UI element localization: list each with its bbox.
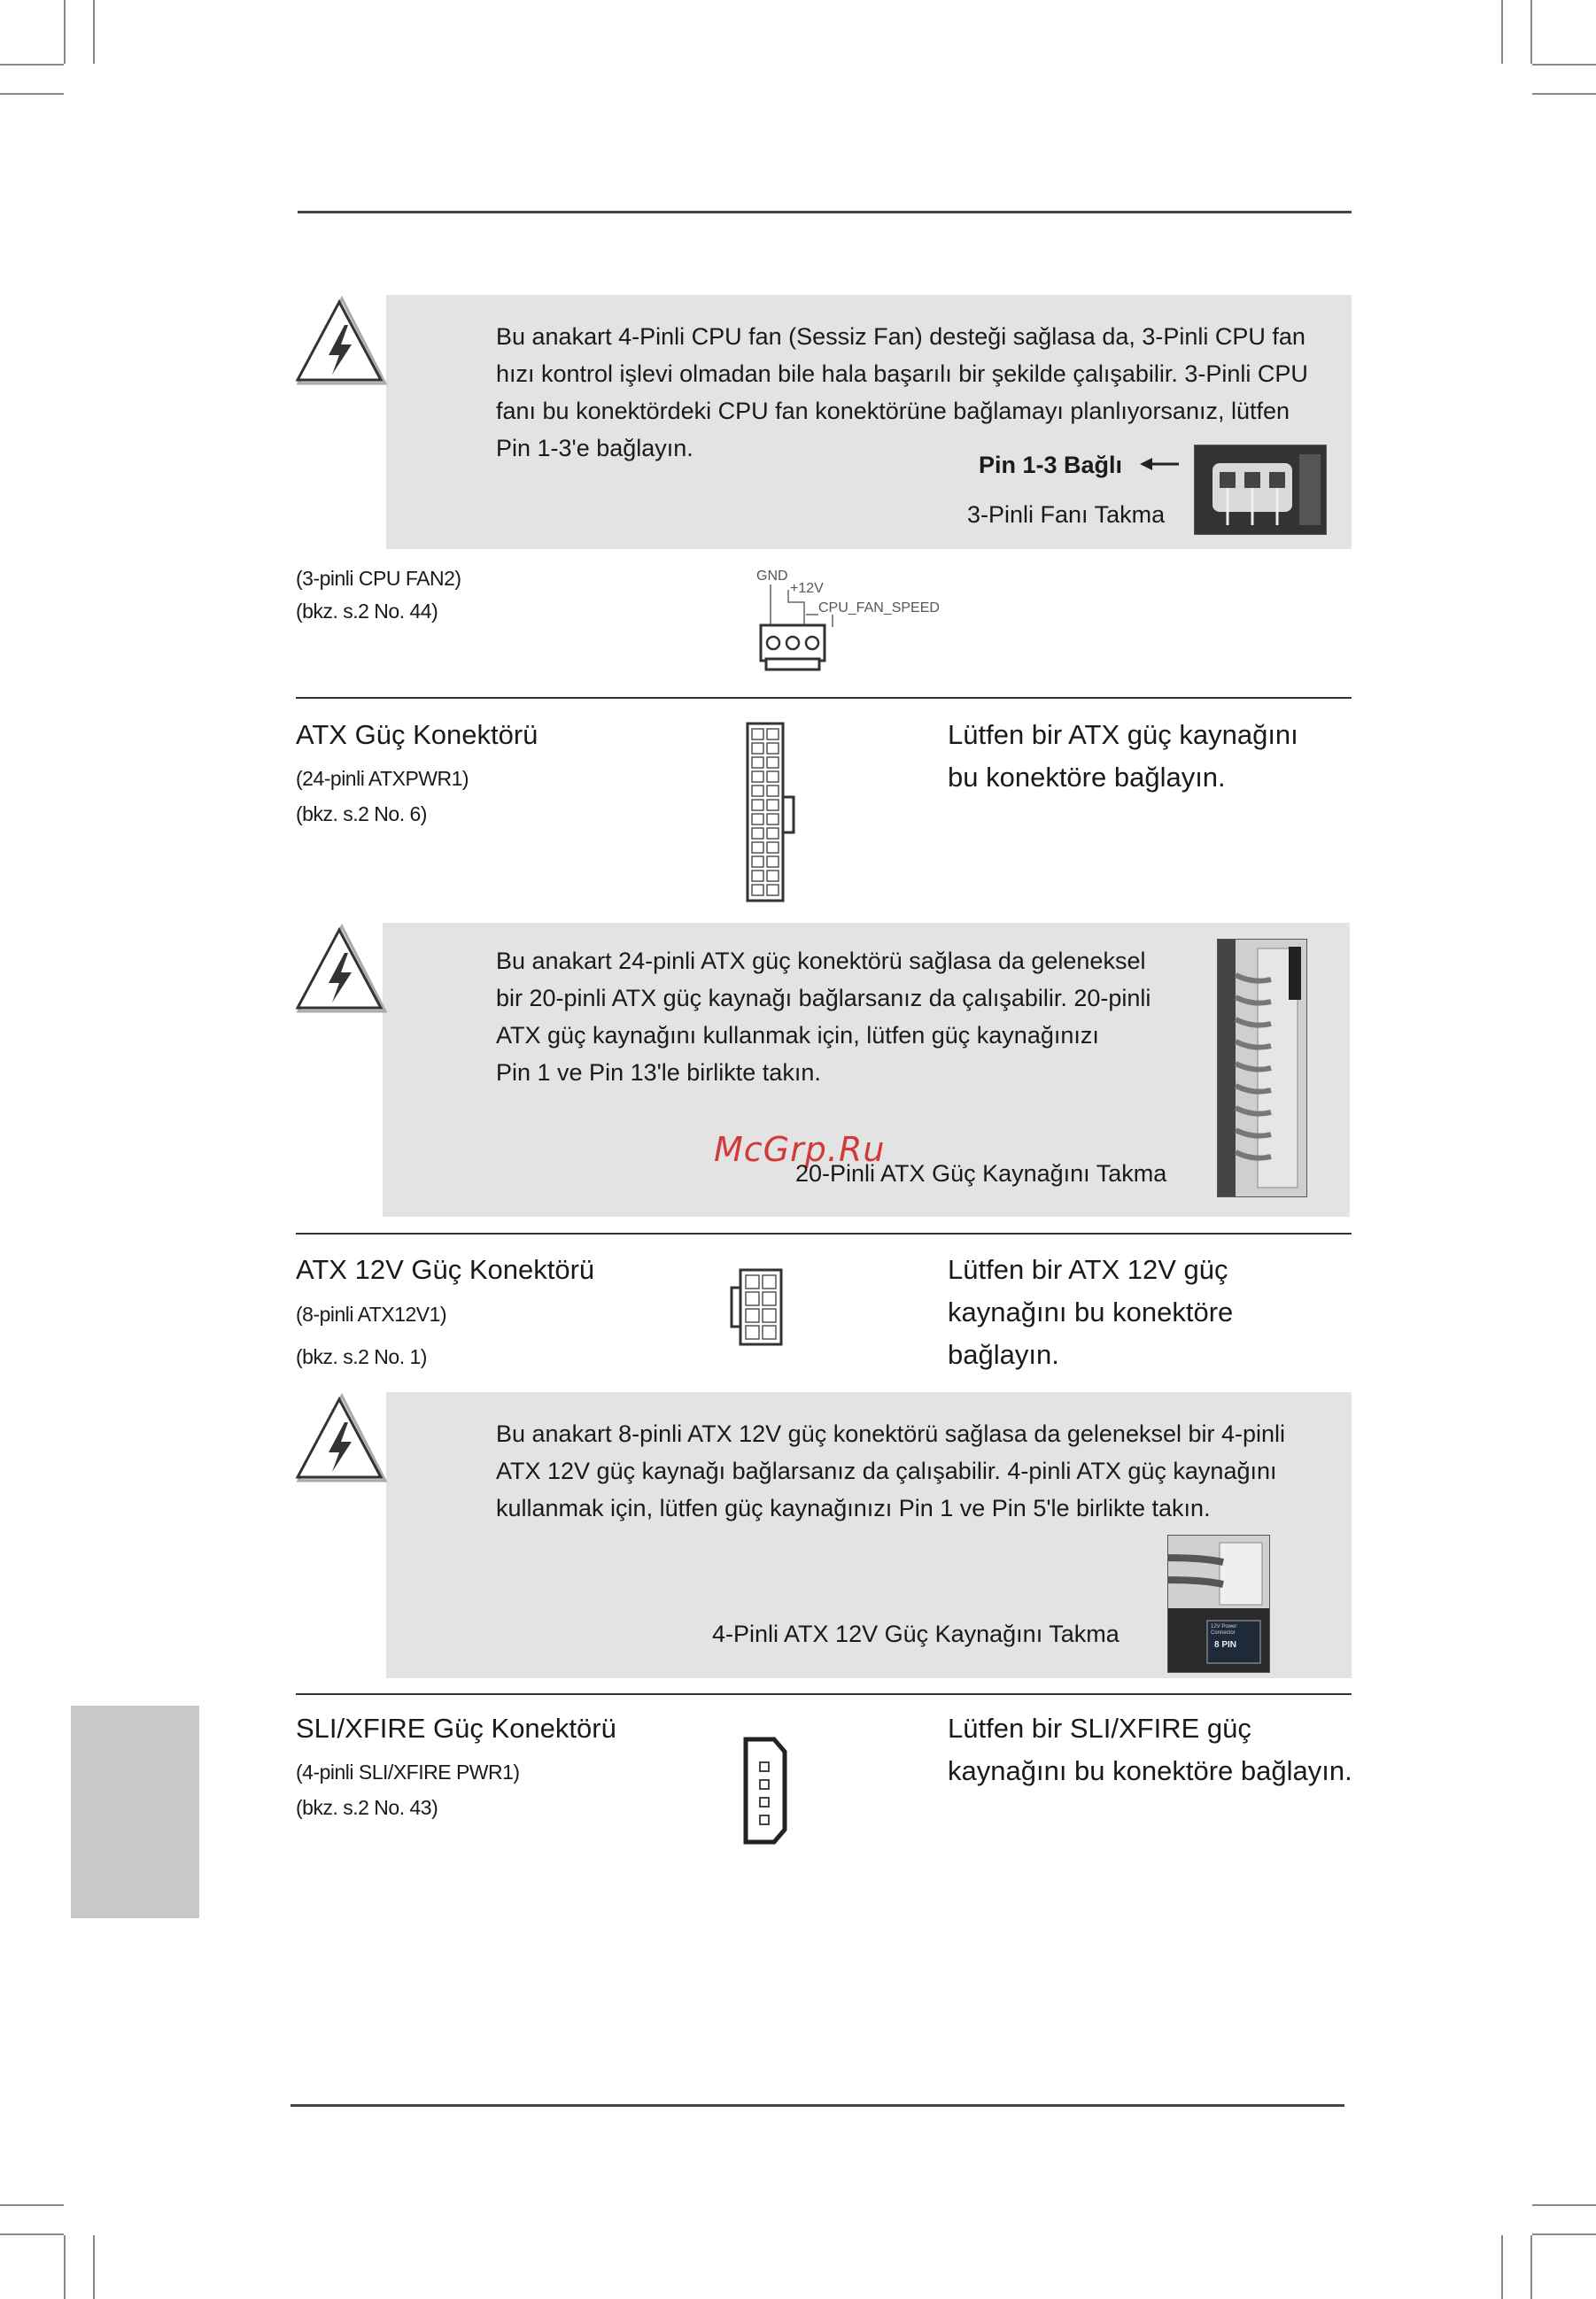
photo-label-12v: 12V Power Connector xyxy=(1211,1624,1237,1636)
sli-4pin-diagram xyxy=(742,1736,788,1846)
pin-connected-label: Pin 1-3 Bağlı xyxy=(979,452,1123,478)
atx-power-pin-info: (24-pinli ATXPWR1) xyxy=(296,767,469,790)
atx12v-note-line-2: ATX 12V güç kaynağı bağlarsanız da çalışabilir. 4-pinli ATX güç kaynağını xyxy=(496,1458,1277,1484)
atx12v-instruction-2: kaynağını bu konektöre xyxy=(948,1297,1234,1328)
atx-8pin-diagram xyxy=(728,1268,785,1348)
atx-power-instruction-2: bu konektöre bağlayın. xyxy=(948,762,1226,793)
sli-page-ref: (bkz. s.2 No. 43) xyxy=(296,1796,438,1819)
atx-power-instruction-1: Lütfen bir ATX güç kaynağını xyxy=(948,719,1298,750)
fan-connector-photo xyxy=(1194,445,1327,535)
atx12v-note-line-1: Bu anakart 8-pinli ATX 12V güç konektörü sağlasa da geleneksel bir 4-pinli xyxy=(496,1420,1286,1447)
fan-note-line-1: Bu anakart 4-Pinli CPU fan (Sessiz Fan) desteği sağlasa da, 3-Pinli CPU fan xyxy=(496,323,1305,350)
fan-note-line-4: Pin 1-3'e bağlayın. xyxy=(496,435,693,461)
warning-icon xyxy=(293,923,391,1020)
atx-power-title: ATX Güç Konektörü xyxy=(296,719,538,750)
fan-note-caption: 3-Pinli Fanı Takma xyxy=(967,501,1166,528)
atx12v-4pin-photo xyxy=(1167,1535,1270,1673)
sli-pin-info: (4-pinli SLI/XFIRE PWR1) xyxy=(296,1761,520,1784)
atx-note-caption: 20-Pinli ATX Güç Kaynağını Takma xyxy=(795,1160,1167,1187)
header-rule xyxy=(298,211,1352,213)
cpu-fan-pin-info: (3-pinli CPU FAN2) xyxy=(296,567,461,590)
divider-atx12v xyxy=(296,1233,1352,1235)
gnd-label: GND xyxy=(756,569,788,584)
atx12v-note-caption: 4-Pinli ATX 12V Güç Kaynağını Takma xyxy=(712,1621,1120,1647)
atx-note-line-4: Pin 1 ve Pin 13'le birlikte takın. xyxy=(496,1059,821,1086)
fan-note-line-2: hızı kontrol işlevi olmadan bile hala başarılı bir şekilde çalışabilir. 3-Pinli CPU xyxy=(496,360,1308,387)
arrow-left-icon xyxy=(1138,453,1181,475)
cpu-fan-page-ref: (bkz. s.2 No. 44) xyxy=(296,600,438,623)
side-tab xyxy=(71,1706,199,1918)
divider-sli xyxy=(296,1693,1352,1695)
warning-icon xyxy=(293,295,391,392)
atx-note-line-1: Bu anakart 24-pinli ATX güç konektörü sağlasa da geleneksel xyxy=(496,948,1146,974)
sli-instruction-1: Lütfen bir SLI/XFIRE güç xyxy=(948,1713,1251,1744)
atx12v-instruction-3: bağlayın. xyxy=(948,1339,1059,1370)
watermark: McGrp.Ru xyxy=(714,1130,886,1169)
plus12v-label: +12V xyxy=(790,581,824,596)
atx12v-pin-info: (8-pinli ATX12V1) xyxy=(296,1303,447,1326)
divider-atx xyxy=(296,697,1352,699)
cpu-fan-speed-label: CPU_FAN_SPEED xyxy=(818,600,940,615)
cpu-fan-diagram xyxy=(753,567,957,677)
photo-label-8pin: 8 PIN xyxy=(1214,1640,1237,1650)
atx12v-title: ATX 12V Güç Konektörü xyxy=(296,1254,595,1285)
atx-20pin-photo xyxy=(1217,939,1307,1197)
sli-title: SLI/XFIRE Güç Konektörü xyxy=(296,1713,616,1744)
atx12v-instruction-1: Lütfen bir ATX 12V güç xyxy=(948,1254,1228,1285)
atx-24pin-diagram xyxy=(746,722,801,903)
warning-icon xyxy=(293,1392,391,1490)
atx-note-line-3: ATX güç kaynağını kullanmak için, lütfen güç kaynağınızı xyxy=(496,1022,1099,1049)
atx-note-line-2: bir 20-pinli ATX güç kaynağı bağlarsanız da çalışabilir. 20-pinli xyxy=(496,985,1151,1011)
fan-note-line-3: fanı bu konektördeki CPU fan konektörüne bağlamayı planlıyorsanız, lütfen xyxy=(496,398,1290,424)
sli-instruction-2: kaynağını bu konektöre bağlayın. xyxy=(948,1755,1352,1786)
atx-power-page-ref: (bkz. s.2 No. 6) xyxy=(296,802,427,825)
footer-rule xyxy=(291,2104,1344,2107)
atx12v-page-ref: (bkz. s.2 No. 1) xyxy=(296,1345,427,1368)
atx12v-note-line-3: kullanmak için, lütfen güç kaynağınızı Pin 1 ve Pin 5'le birlikte takın. xyxy=(496,1495,1211,1521)
